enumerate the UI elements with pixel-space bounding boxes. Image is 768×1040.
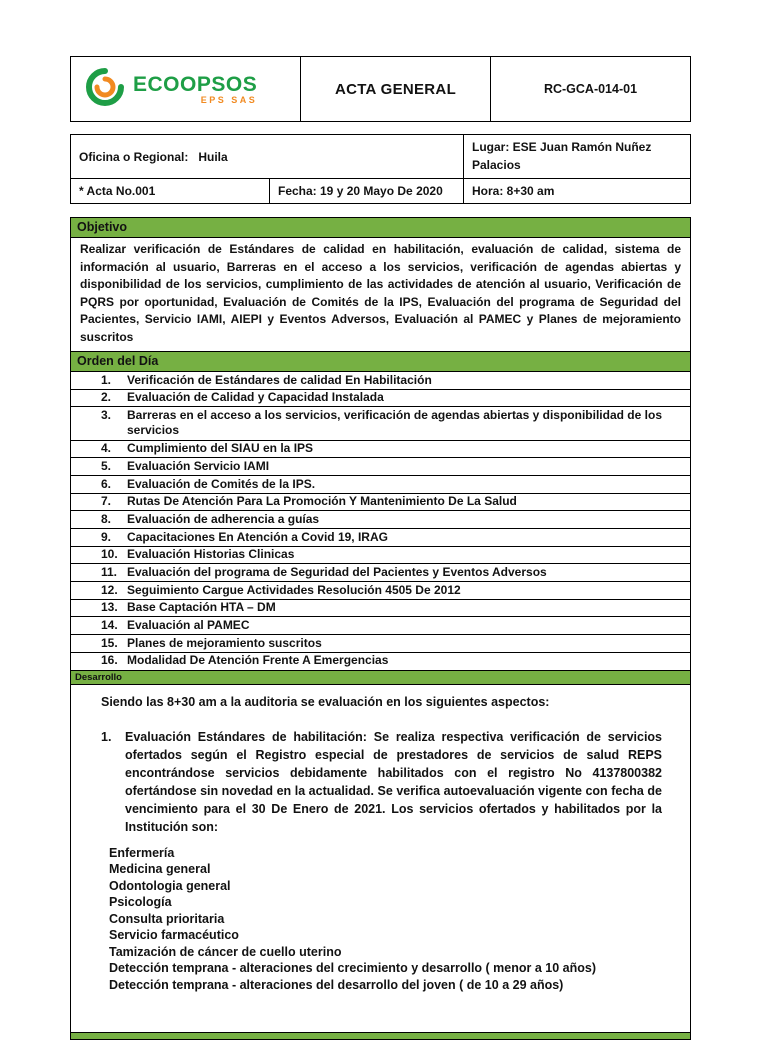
service-item: Psicología bbox=[109, 895, 172, 909]
logo-cell bbox=[71, 57, 300, 121]
document-header bbox=[70, 56, 691, 122]
service-item: Consulta prioritaria bbox=[109, 911, 225, 926]
orden-item: 7. Rutas De Atención Para La Promoción Y Mantenimiento De La Salud bbox=[71, 494, 690, 512]
service-item: Detección temprana - alteraciones del crecimiento y desarrollo ( menor a 10 años) bbox=[109, 961, 596, 975]
orden-item: 8. Evaluación de adherencia a guías bbox=[71, 511, 690, 529]
logo-text: ECOOPSOS bbox=[133, 72, 258, 96]
orden-item: 1. Verificación de Estándares de calidad En Habilitación bbox=[71, 372, 690, 390]
document-title: ACTA GENERAL bbox=[300, 57, 490, 121]
orden-item: 9. Capacitaciones En Atención a Covid 19, IRAG bbox=[71, 529, 690, 547]
service-item: Tamización de cáncer de cuello uterino bbox=[109, 944, 342, 959]
service-item: Medicina general bbox=[109, 862, 211, 876]
section-heading-orden-del-dia: Orden del Día bbox=[70, 351, 691, 372]
acta-number-cell: * Acta No.001 bbox=[79, 184, 156, 198]
info-table bbox=[70, 134, 691, 204]
orden-item: 3. Barreras en el acceso a los servicios, verificación de agendas abiertas y disponibilidad de los servicios bbox=[71, 407, 690, 440]
hora-cell: Hora: 8+30 am bbox=[463, 179, 690, 203]
oficina-label: Oficina o Regional: bbox=[79, 149, 189, 164]
service-item: Enfermería bbox=[109, 845, 175, 860]
document-page bbox=[70, 56, 691, 1040]
service-item: Detección temprana - alteraciones del desarrollo del joven ( de 10 a 29 años) bbox=[109, 977, 564, 992]
orden-item: 11. Evaluación del programa de Seguridad del Pacientes y Eventos Adversos bbox=[71, 564, 690, 582]
orden-item: 16. Modalidad De Atención Frente A Emergencias bbox=[101, 653, 389, 668]
orden-item: 6. Evaluación de Comités de la IPS. bbox=[71, 476, 690, 494]
logo-subtext: EPS SAS bbox=[200, 94, 258, 105]
services-list bbox=[109, 845, 662, 994]
orden-item: 5. Evaluación Servicio IAMI bbox=[71, 458, 690, 476]
orden-item: 15. Planes de mejoramiento suscritos bbox=[71, 635, 690, 653]
orden-item: 12. Seguimiento Cargue Actividades Resolución 4505 De 2012 bbox=[71, 582, 690, 600]
next-section-green-bar bbox=[70, 1032, 691, 1040]
orden-item: 13. Base Captación HTA – DM bbox=[71, 600, 690, 618]
oficina-value: Huila bbox=[198, 149, 228, 164]
service-item: Servicio farmacéutico bbox=[109, 928, 239, 942]
desarrollo-item-text: Evaluación Estándares de habilitación: Se realiza respectiva verificación de servicios ofertados según el Registro especial de prestadores de servicios de salud REPS encontrándose servicios debidamente habilitados con el registro No 4137800382 ofertándose sin novedad en la actualidad. Se verifica autoevaluación vigente con fecha de vencimiento para el 30 De Enero de 2021. Los servicios ofertados y habilitados por la Institución son: bbox=[125, 729, 662, 834]
orden-item: 4. Cumplimiento del SIAU en la IPS bbox=[71, 441, 690, 459]
lugar-cell: Lugar: ESE Juan Ramón Nuñez Palacios bbox=[463, 135, 690, 178]
desarrollo-item-1 bbox=[101, 728, 662, 836]
desarrollo-section bbox=[70, 685, 691, 1032]
fecha-cell: Fecha: 19 y 20 Mayo De 2020 bbox=[269, 179, 463, 203]
orden-item: 10. Evaluación Historias Clinicas bbox=[71, 547, 690, 565]
objetivo-text: Realizar verificación de Estándares de calidad en habilitación, evaluación de calidad, sistema de información al usuario, Barreras en el acceso a los servicios, verificación de agendas abiertas y disponibilidad de los servicios, cumplimiento de las actividades de atención al usuario, Verificación de PQRS por oportunidad, Evaluación de Comités de la IPS, Evaluación del programa de Seguridad del Pacientes, Servicio IAMI, AIEPI y Eventos Adversos, Evaluación al PAMEC y Planes de mejoramiento suscritos bbox=[70, 238, 691, 351]
desarrollo-intro: Siendo las 8+30 am a la auditoria se evaluación en los siguientes aspectos: bbox=[101, 694, 550, 709]
orden-item: 2. Evaluación de Calidad y Capacidad Instalada bbox=[71, 390, 690, 408]
orden-item: 14. Evaluación al PAMEC bbox=[71, 617, 690, 635]
section-heading-desarrollo: Desarrollo bbox=[70, 670, 691, 685]
document-code: RC-GCA-014-01 bbox=[490, 57, 690, 121]
logo-text-stack bbox=[133, 74, 257, 105]
oficina-cell bbox=[71, 135, 463, 178]
section-heading-objetivo: Objetivo bbox=[70, 217, 691, 238]
ecoopsos-logo-icon bbox=[84, 66, 126, 113]
service-item: Odontologia general bbox=[109, 878, 231, 893]
desarrollo-item-number: 1. bbox=[101, 729, 112, 744]
orden-del-dia-list bbox=[70, 372, 691, 670]
